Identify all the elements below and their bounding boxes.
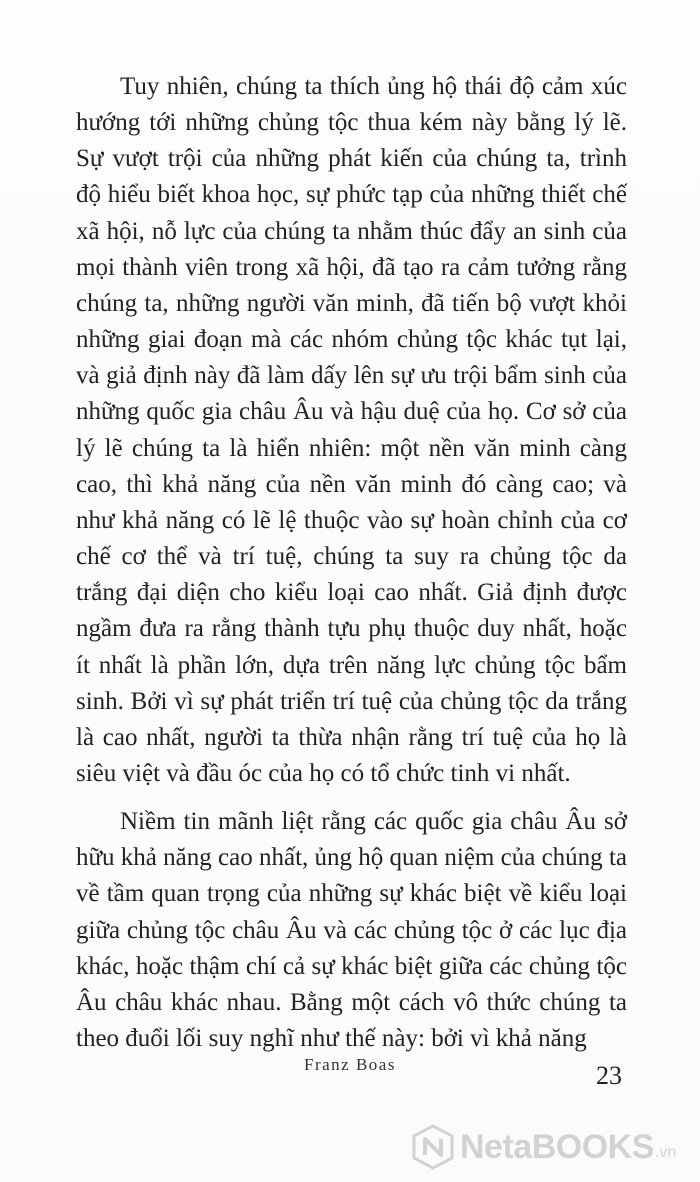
netabooks-logo-icon: [412, 1124, 454, 1170]
watermark: [412, 1124, 676, 1170]
watermark-suffix: .vn: [654, 1144, 677, 1161]
paragraph-1: Tuy nhiên, chúng ta thích ủng hộ thái độ cảm xúc hướng tới những chủng tộc thua kém này bằng lý lẽ. Sự vượt trội của những phát kiến của chúng ta, trình độ hiểu biết khoa học, sự phức tạp của những thiết chế xã hội, nỗ lực của chúng ta nhằm thúc đẩy an sinh của mọi thành viên trong xã hội, đã tạo ra cảm tưởng rằng chúng ta, những người văn minh, đã tiến bộ vượt khỏi những giai đoạn mà các nhóm chủng tộc khác tụt lại, và giả định này đã làm dấy lên sự ưu trội bẩm sinh của những quốc gia châu Âu và hậu duệ của họ. Cơ sở của lý lẽ chúng ta là hiển nhiên: một nền văn minh càng cao, thì khả năng của nền văn minh đó càng cao; và như khả năng có lẽ lệ thuộc vào sự hoàn chỉnh của cơ chế cơ thể và trí tuệ, chúng ta suy ra chủng tộc da trắng đại diện cho kiểu loại cao nhất. Giả định được ngầm đưa ra rằng thành tựu phụ thuộc duy nhất, hoặc ít nhất là phần lớn, dựa trên năng lực chủng tộc bẩm sinh. Bởi vì sự phát triển trí tuệ của chủng tộc da trắng là cao nhất, người ta thừa nhận rằng trí tuệ của họ là siêu việt và đầu óc của họ có tổ chức tinh vi nhất.: [76, 73, 627, 787]
running-footer-author: Franz Boas: [304, 1055, 396, 1074]
page-body-text: [76, 69, 627, 1057]
paragraph-2: Niềm tin mãnh liệt rằng các quốc gia châu Âu sở hữu khả năng cao nhất, ủng hộ quan niệm của chúng ta về tầm quan trọng của những sự khác biệt về kiểu loại giữa chủng tộc châu Âu và các chủng tộc ở các lục địa khác, hoặc thậm chí cả sự khác biệt giữa các chủng tộc Âu châu khác nhau. Bằng một cách vô thức chúng ta theo đuổi lối suy nghĩ như thế này: bởi vì khả năng: [76, 808, 627, 1053]
watermark-brand: NetaBOOKS: [460, 1127, 654, 1166]
page-number: 23: [596, 1061, 622, 1090]
